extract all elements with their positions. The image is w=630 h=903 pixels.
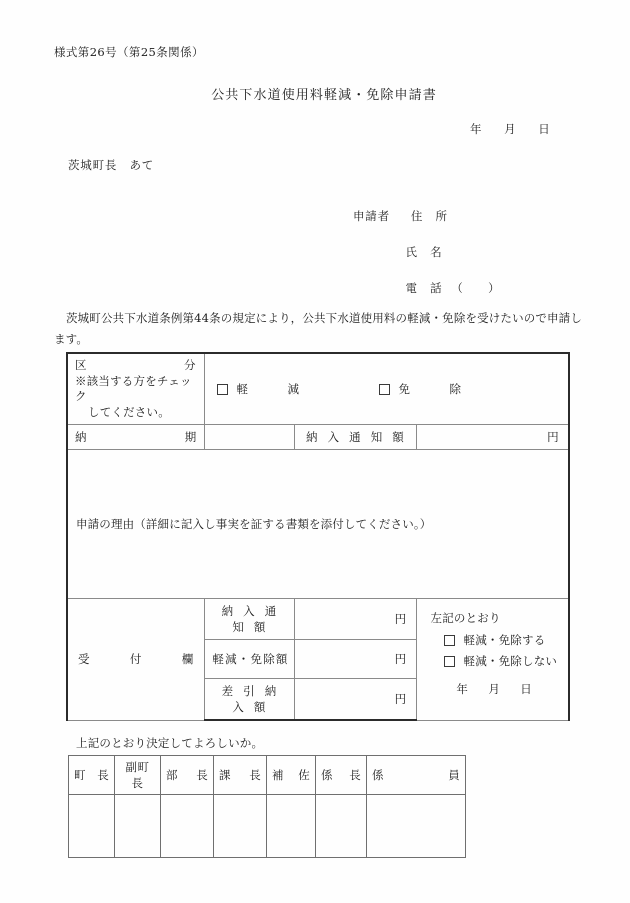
receipt-row1-label: 納 入 通 知 額 xyxy=(221,604,280,634)
checkbox-reduction[interactable] xyxy=(217,384,228,395)
applicant-address-row xyxy=(353,198,505,234)
applicant-block xyxy=(353,198,505,306)
approval-sign-cell-5[interactable] xyxy=(316,795,367,858)
date-year-label: 年 xyxy=(470,122,483,136)
notice-amount-label-cell xyxy=(294,425,416,450)
payment-period-value-cell[interactable] xyxy=(204,425,294,450)
payment-period-label-a: 納 xyxy=(75,430,87,444)
kubun-label-a: 区 xyxy=(75,358,88,372)
checkbox-decision-deny[interactable] xyxy=(444,656,455,667)
approval-col-header-3 xyxy=(214,756,267,795)
approval-col-5-a: 係 xyxy=(321,768,333,782)
addressee-label: 茨城町長 あて xyxy=(68,158,155,172)
receipt-row3-label: 差 引 納 入 額 xyxy=(221,684,280,714)
approval-col-5-b: 長 xyxy=(349,768,361,782)
approval-col-header-0 xyxy=(69,756,115,795)
approval-col-1-a: 副町長 xyxy=(125,760,150,790)
receipt-label-c: 欄 xyxy=(181,652,194,667)
payment-period-value xyxy=(205,426,294,449)
approval-col-6-b: 員 xyxy=(448,768,460,782)
approval-col-header-1 xyxy=(115,756,161,795)
approval-sign-cell-2[interactable] xyxy=(161,795,214,858)
receipt-label-cell xyxy=(67,599,204,721)
approval-col-0-a: 町 xyxy=(74,768,86,782)
approval-col-header-5 xyxy=(316,756,367,795)
kubun-label-line2: ※該当する方をチェック xyxy=(75,373,192,403)
applicant-phone-label: 電 話 xyxy=(405,281,443,295)
approval-sign-cell-0[interactable] xyxy=(69,795,115,858)
kubun-label-cell xyxy=(67,353,204,425)
decision-option-approve-label: 軽減・免除する xyxy=(463,633,546,647)
receipt-row3-label-cell xyxy=(204,679,294,721)
notice-amount-unit: 円 xyxy=(547,430,560,444)
approval-signature-row xyxy=(69,795,466,858)
approval-col-0-b: 長 xyxy=(97,768,109,782)
decision-option-deny-label: 軽減・免除しない xyxy=(463,654,558,668)
table-row-reason xyxy=(67,450,569,599)
decision-heading: 左記のとおり xyxy=(430,611,501,625)
decision-date-year: 年 xyxy=(456,682,469,696)
body-paragraph xyxy=(54,308,582,350)
receipt-label xyxy=(68,651,204,667)
approval-sign-cell-3[interactable] xyxy=(214,795,267,858)
decision-date-day: 日 xyxy=(520,682,533,696)
applicant-group-label: 申請者 xyxy=(353,209,390,223)
option-reduction-label: 軽 減 xyxy=(236,382,305,396)
notice-amount-label: 納 入 通 知 額 xyxy=(306,430,407,444)
table-row-receipt-1 xyxy=(67,599,569,640)
applicant-phone-parentheses: （ ） xyxy=(451,281,501,295)
applicant-name-label: 氏 名 xyxy=(405,245,443,259)
form-code-label: 様式第26号（第25条関係） xyxy=(54,45,204,59)
receipt-row3-value-cell[interactable] xyxy=(294,679,416,721)
date-day-label: 日 xyxy=(538,122,551,136)
approval-col-4-b: 佐 xyxy=(298,768,310,782)
page-title: 公共下水道使用料軽減・免除申請書 xyxy=(211,88,437,103)
approval-col-header-2 xyxy=(161,756,214,795)
approval-question: 上記のとおり決定してよろしいか。 xyxy=(76,736,264,750)
body-paragraph-text: 茨城町公共下水道条例第44条の規定により，公共下水道使用料の軽減・免除を受けたいので申請します。 xyxy=(54,311,582,346)
receipt-row2-label-cell xyxy=(204,640,294,679)
approval-col-3-a: 課 xyxy=(219,768,231,782)
approval-table xyxy=(68,755,466,858)
payment-period-label-b: 期 xyxy=(184,430,197,444)
decision-option-deny-row xyxy=(431,651,559,672)
approval-col-6-a: 係 xyxy=(372,768,384,782)
kubun-options-cell xyxy=(204,353,569,425)
kubun-label-line1 xyxy=(75,358,197,374)
decision-date-month: 月 xyxy=(488,682,501,696)
reason-label: 申請の理由（詳細に記入し事実を証する書類を添付してください。） xyxy=(76,517,432,531)
approval-sign-cell-1[interactable] xyxy=(115,795,161,858)
decision-option-approve-row xyxy=(431,630,559,651)
approval-col-2-b: 長 xyxy=(196,768,208,782)
approval-sign-cell-4[interactable] xyxy=(267,795,316,858)
payment-period-label-cell xyxy=(67,425,204,450)
approval-col-header-4 xyxy=(267,756,316,795)
receipt-row1-unit: 円 xyxy=(394,612,407,626)
decision-date-line xyxy=(431,672,559,700)
receipt-row2-unit: 円 xyxy=(394,652,407,666)
receipt-row3-unit: 円 xyxy=(394,692,407,706)
applicant-phone-row xyxy=(353,270,505,306)
table-row-payment-period xyxy=(67,425,569,450)
option-exemption-label: 免 除 xyxy=(398,382,467,396)
reason-cell[interactable] xyxy=(67,450,569,599)
receipt-row2-label: 軽減・免除額 xyxy=(212,652,289,666)
receipt-label-b: 付 xyxy=(129,652,142,667)
approval-header-row xyxy=(69,756,466,795)
kubun-label-line3: してください。 xyxy=(88,404,170,419)
notice-amount-value-cell[interactable] xyxy=(416,425,569,450)
decision-cell xyxy=(416,599,569,721)
receipt-row1-label-cell xyxy=(204,599,294,640)
applicant-address-label: 住 所 xyxy=(410,209,448,223)
approval-col-3-b: 長 xyxy=(249,768,261,782)
approval-col-4-a: 補 xyxy=(272,768,284,782)
approval-sign-cell-6[interactable] xyxy=(367,795,466,858)
checkbox-exemption[interactable] xyxy=(379,384,390,395)
date-line xyxy=(470,121,550,137)
approval-col-2-a: 部 xyxy=(166,768,178,782)
date-month-label: 月 xyxy=(504,122,517,136)
applicant-name-row xyxy=(353,234,505,270)
table-row-kubun xyxy=(67,353,569,425)
kubun-label-b: 分 xyxy=(184,358,197,372)
checkbox-decision-approve[interactable] xyxy=(444,635,455,646)
receipt-row2-value-cell[interactable] xyxy=(294,640,416,679)
receipt-row1-value-cell[interactable] xyxy=(294,599,416,640)
approval-col-header-6 xyxy=(367,756,466,795)
receipt-label-a: 受 xyxy=(78,652,90,667)
application-table xyxy=(66,352,570,721)
